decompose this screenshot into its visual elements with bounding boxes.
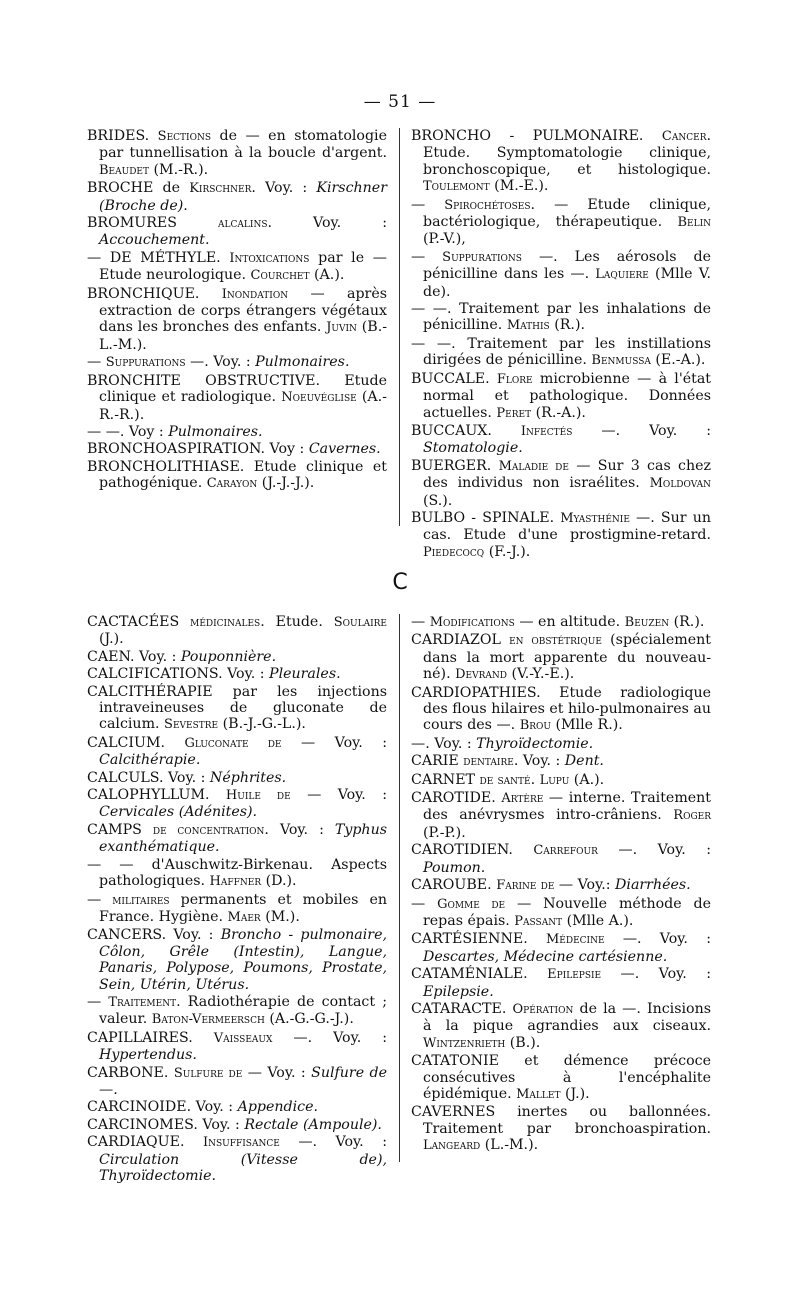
index-entry — [87, 822, 387, 856]
index-entry — [87, 1134, 387, 1184]
entry-text: CAROTIDIEN. — [411, 842, 534, 859]
entry-text: CAVERNES inertes ou ballonnées. Traitement par bronchoaspiration. — [411, 1104, 711, 1137]
entry-text: CAEN. Voy. : — [87, 648, 181, 665]
index-entry — [411, 614, 711, 631]
entry-text: . Voy. : — [513, 753, 565, 770]
entry-text: CARCINOMES. Voy. : — [87, 1116, 245, 1133]
entry-small-caps: Sulfure de — [173, 1065, 243, 1081]
entry-small-caps: Sevestre — [164, 717, 219, 733]
entry-text: (A.-R.-R.). — [99, 389, 387, 423]
entry-text: — Nouvelle méthode de repas épais. — [423, 895, 712, 929]
entry-small-caps: Infectés — [520, 423, 573, 439]
entry-small-caps: Mathis — [506, 318, 550, 334]
entry-italic: Dent. — [564, 753, 604, 770]
entry-text: BROMURES — [87, 215, 219, 232]
entry-small-caps: Beaudet — [99, 162, 149, 178]
index-entry — [411, 510, 711, 561]
entry-small-caps: Noeuvéglise — [281, 390, 357, 406]
entry-italic: Hypertendus. — [99, 1047, 197, 1064]
entry-text: . Etude. — [260, 614, 334, 630]
entry-small-caps: Juvin — [326, 320, 357, 336]
entry-text: BRIDES. — [87, 128, 158, 144]
entry-italic: Epilepsie. — [423, 983, 494, 1000]
entry-text: — Voy. : — [290, 787, 387, 804]
entry-small-caps: Laquiere — [595, 267, 649, 283]
entry-small-caps: alcalins — [218, 216, 268, 232]
index-entry — [411, 249, 711, 300]
entry-text: (P.-V.), — [423, 231, 466, 248]
column-divider-top — [399, 128, 400, 526]
entry-small-caps: Epilepsie — [547, 967, 602, 983]
entry-small-caps: Modifications — [429, 615, 515, 630]
entry-small-caps: Suppurations — [442, 249, 522, 265]
entry-italic: Rectale (Ampoule). — [244, 1116, 382, 1133]
column-divider-bottom — [399, 614, 400, 1162]
entry-text: CALOPHYLLUM. — [87, 787, 226, 804]
entry-text: CARTÉSIENNE. — [411, 931, 546, 948]
entry-text: (M.-R.). — [149, 161, 209, 178]
index-entry — [411, 753, 711, 770]
entry-text: —. Voy. : — [604, 931, 711, 948]
index-entry — [87, 666, 387, 682]
entry-text: CARCINOIDE. Voy. : — [87, 1099, 238, 1116]
entry-small-caps: Belin — [677, 215, 711, 231]
entry-text: (E.-A.). — [650, 352, 706, 369]
entry-small-caps: Intoxications — [229, 250, 310, 266]
entry-text: — — [411, 895, 438, 912]
entry-small-caps: Opération — [512, 1001, 574, 1017]
entry-small-caps: Flore — [496, 371, 533, 387]
index-entry — [87, 735, 387, 769]
entry-text: (J.). — [560, 1085, 590, 1102]
entry-text: permanents et mobiles en France. Hygiène. — [99, 891, 387, 925]
entry-text: de — en stomatologie par tunnellisation à la boucle d'argent. — [99, 128, 387, 162]
entry-text: BROCHE de — [87, 180, 190, 197]
entry-text: . Voy. : — [267, 215, 387, 232]
entry-text: (A.-G.-G.-J.). — [264, 1011, 354, 1028]
index-entry — [87, 684, 387, 734]
entry-text: CAROUBE. — [411, 877, 497, 894]
entry-small-caps: Wintzenrieth — [423, 1035, 506, 1051]
entry-text: —. Voy. : — [185, 354, 256, 371]
index-entry — [87, 614, 387, 648]
entry-italic: Thyroïdectomie. — [476, 735, 594, 752]
entry-text: CARIE — [411, 753, 464, 770]
entry-italic: Broncho - pulmonaire, Côlon, Grêle (Intestin), Langue, Panaris, Polypose, Poumons, Prostate, Sein, Utérin, Utérus. — [99, 927, 387, 993]
entry-text: — interne. Traitement des anévrysmes intro-crâniens. — [423, 790, 712, 824]
entry-text: —. Voy. : — [572, 422, 711, 439]
entry-text: (A.). — [309, 267, 345, 284]
entry-small-caps: Maer — [227, 909, 261, 925]
index-entry — [87, 787, 387, 821]
entry-text: (Mlle V. de). — [423, 266, 711, 300]
entry-text: BRONCHIQUE. — [87, 285, 222, 302]
column-bottom-left — [87, 614, 387, 1185]
index-entry — [87, 128, 387, 179]
entry-text: CARDIAZOL — [411, 632, 510, 649]
entry-small-caps: dentaire — [463, 754, 514, 770]
index-entry — [411, 1104, 711, 1154]
entry-text: CALCITHÉRAPIE par les injections intraveineuses de gluconate de calcium. — [87, 683, 387, 733]
entry-text: BULBO - SPINALE. — [411, 509, 561, 526]
entry-text: (L.-M.). — [480, 1137, 539, 1154]
entry-text: — en altitude. — [514, 614, 625, 630]
entry-italic: Typhus exanthématique. — [99, 821, 387, 856]
entry-text: CARNET — [411, 771, 480, 788]
entry-text: — DE MÉTHYLE. — [87, 249, 230, 266]
entry-text: — — [87, 354, 106, 371]
entry-italic: Pulmonaires. — [168, 423, 263, 440]
index-entry — [411, 931, 711, 965]
entry-text: CARDIAQUE. — [87, 1134, 203, 1151]
index-entry — [411, 336, 711, 370]
entry-text: —. Voy. : — [411, 735, 477, 752]
entry-small-caps: Médecine — [546, 932, 605, 948]
index-entry — [411, 128, 711, 196]
index-entry — [87, 1030, 387, 1064]
entry-text: (D.). — [261, 873, 297, 890]
index-entry — [411, 736, 711, 752]
index-entry — [87, 1099, 387, 1115]
entry-text: (Mlle R.). — [550, 717, 623, 734]
index-entry — [87, 459, 387, 493]
index-entry — [87, 857, 387, 891]
entry-text: CATAMÉNIALE. — [411, 966, 548, 983]
entry-text: CATARACTE. — [411, 1000, 513, 1017]
index-entry — [411, 877, 711, 894]
entry-small-caps: Gomme de — [437, 896, 506, 912]
entry-text: BUERGER. — [411, 457, 499, 474]
index-entry — [411, 772, 711, 789]
index-entry — [411, 685, 711, 735]
index-entry — [87, 649, 387, 665]
section-letter: C — [392, 570, 408, 595]
entry-italic: Pouponnière. — [180, 648, 277, 665]
entry-text: . Radiothérapie de contact ; valeur. — [99, 993, 388, 1028]
entry-small-caps: Toulemont — [423, 179, 490, 195]
entry-text: (F.-J.). — [484, 543, 531, 560]
entry-text: de la —. Incisions à la pique agrandies aux ciseaux. — [423, 1000, 711, 1035]
entry-small-caps: Inondation — [221, 286, 289, 302]
entry-small-caps: médicinales — [190, 615, 261, 630]
entry-text: . Etude. Symptomatologie clinique, bronchoscopique, et histologique. — [423, 128, 711, 178]
index-entry — [87, 1065, 387, 1099]
entry-text: BUCCAUX. — [411, 422, 521, 439]
entry-small-caps: Carayon — [206, 476, 258, 492]
index-entry — [87, 250, 387, 285]
entry-text: . — [530, 771, 540, 788]
index-entry — [87, 286, 387, 354]
entry-text: — — [411, 196, 445, 213]
entry-small-caps: Moldovan — [649, 476, 711, 492]
entry-italic: Pulmonaires. — [255, 354, 350, 371]
entry-text: — — d'Auschwitz-Birkenau. Aspects pathologiques. — [87, 856, 387, 890]
entry-small-caps: militaires — [112, 892, 170, 908]
entry-small-caps: Carrefour — [533, 843, 598, 859]
entry-small-caps: Baton-Vermeersch — [151, 1012, 265, 1028]
index-entry — [87, 1117, 387, 1133]
entry-small-caps: Farine de — [496, 878, 555, 894]
entry-text: — Voy. : — [242, 1064, 312, 1081]
entry-text: CAROTIDE. — [411, 790, 502, 807]
entry-text: BRONCHO - PULMONAIRE. — [411, 128, 662, 144]
index-entry — [87, 424, 387, 440]
entry-text: . Voy. : — [264, 821, 335, 838]
entry-text: CALCIFICATIONS. Voy. : — [87, 666, 270, 683]
entry-text: —. Voy. : — [597, 842, 712, 859]
entry-italic: Diarrhées. — [615, 877, 691, 894]
index-entry — [87, 927, 387, 993]
entry-text: —. Sur un cas. Etude d'une prostigmine-retard. — [423, 509, 712, 544]
entry-small-caps: Benmussa — [591, 353, 651, 369]
entry-small-caps: Roger — [673, 808, 711, 824]
index-entry — [411, 790, 711, 841]
index-entry — [411, 197, 711, 248]
entry-text: (B.-L.-M.). — [99, 319, 388, 353]
index-entry — [411, 423, 711, 457]
entry-text: — Sur 3 cas chez des individus non israélites. — [423, 457, 711, 492]
index-entry — [87, 373, 387, 423]
entry-text: —. Voy. : — [279, 1134, 387, 1151]
entry-text: par le — Etude neurologique. — [99, 249, 387, 284]
column-top-right — [411, 128, 711, 562]
entry-small-caps: Devrand — [455, 667, 507, 683]
entry-small-caps: Passant — [514, 913, 563, 929]
entry-text: . — Etude clinique, bactériologique, thérapeutique. — [423, 196, 711, 231]
entry-text: BRONCHOLITHIASE. Etude clinique et pathogénique. — [87, 458, 387, 492]
entry-text: — —. Traitement par les inhalations de pénicilline. — [411, 301, 711, 334]
entry-small-caps: en obstétrique — [509, 633, 602, 649]
entry-small-caps: Soulaire — [333, 615, 387, 630]
column-bottom-right — [411, 614, 711, 1156]
entry-italic: Kirschner (Broche de). — [99, 180, 387, 214]
entry-small-caps: Peret — [496, 405, 532, 421]
entry-italic: Descartes, Médecine cartésienne. — [423, 948, 668, 965]
entry-small-caps: Cancer — [661, 129, 707, 144]
entry-text: —. Voy. : — [601, 966, 711, 983]
entry-italic: Néphrites. — [209, 769, 287, 786]
entry-small-caps: Piedecocq — [423, 544, 485, 560]
entry-small-caps: Huile de — [225, 788, 291, 804]
entry-small-caps: Lupu — [539, 772, 570, 788]
index-entry — [411, 896, 711, 931]
entry-text: (J.-J.-J.). — [257, 475, 315, 492]
entry-italic: Cavernes. — [308, 441, 381, 458]
entry-text: (M.-E.). — [489, 178, 549, 195]
entry-small-caps: Courchet — [250, 268, 310, 284]
entry-small-caps: Brou — [519, 718, 551, 734]
entry-text: BRONCHOASPIRATION. Voy : — [87, 441, 309, 458]
entry-small-caps: Haffner — [209, 874, 262, 890]
page-number: — 51 — — [363, 92, 437, 112]
index-entry — [411, 1053, 711, 1103]
entry-text: — —. Voy : — [87, 423, 169, 440]
entry-small-caps: Suppurations — [105, 355, 186, 371]
entry-small-caps: Langeard — [423, 1138, 481, 1154]
entry-text: — —. Traitement par les instillations dirigées de pénicilline. — [411, 335, 711, 369]
entry-text: CAPILLAIRES. — [87, 1029, 214, 1046]
entry-text: CARDIOPATHIES. Etude radiologique des flous hilaires et hilo-pulmonaires au cours des —. — [411, 684, 711, 734]
entry-italic: Circulation (Vitesse de), Thyroïdectomie. — [99, 1151, 387, 1184]
entry-text: (spécialement dans la mort apparente du nouveau-né). — [423, 632, 711, 683]
entry-small-caps: Traitement — [108, 994, 177, 1010]
index-entry — [411, 371, 711, 422]
entry-small-caps: Vaisseaux — [213, 1030, 273, 1046]
entry-italic: Appendice. — [237, 1099, 318, 1116]
index-entry — [87, 354, 387, 371]
entry-small-caps: Gluconate de — [184, 735, 282, 751]
entry-text: BRONCHITE OBSTRUCTIVE. Etude clinique et radiologique. — [87, 372, 387, 406]
entry-small-caps: de santé — [479, 772, 531, 788]
index-entry — [411, 1001, 711, 1052]
entry-text: (B.). — [505, 1034, 541, 1051]
index-entry — [411, 458, 711, 509]
index-entry — [411, 301, 711, 335]
entry-text: — — [411, 248, 443, 265]
entry-text: CALCIUM. — [87, 734, 185, 751]
entry-italic: Pleurales. — [269, 666, 341, 683]
entry-text: (A.). — [569, 771, 605, 788]
entry-small-caps: Artère — [501, 791, 544, 807]
entry-text: — — [87, 993, 109, 1010]
entry-italic: Sulfure de —. — [99, 1064, 387, 1098]
entry-text: (R.). — [669, 614, 705, 630]
entry-italic: Calcithérapie. — [99, 752, 201, 769]
entry-text: (P.-P.). — [423, 824, 466, 841]
entry-small-caps: Mallet — [516, 1086, 561, 1102]
entry-italic: Cervicales (Adénites). — [99, 804, 258, 821]
entry-small-caps: de concentration — [152, 822, 265, 838]
entry-text: (S.). — [423, 492, 453, 509]
index-entry — [87, 215, 387, 249]
entry-small-caps: Myasthénie — [560, 510, 630, 526]
entry-text: CAMPS — [87, 821, 153, 838]
entry-text: CATATONIE et démence précoce consécutives à l'encéphalite épidémique. — [411, 1053, 711, 1102]
entry-text: — Voy. : — [281, 734, 388, 751]
index-entry — [87, 180, 387, 214]
entry-text: (V.-Y.-E.). — [506, 666, 575, 683]
entry-italic: Poumon. — [423, 859, 486, 876]
entry-text: —. Voy. : — [272, 1029, 388, 1046]
entry-text: microbienne — à l'état normal et pathologique. Données actuelles. — [423, 370, 712, 421]
index-entry — [411, 966, 711, 1000]
entry-text: (R.). — [549, 317, 585, 334]
entry-text: CARBONE. — [87, 1064, 174, 1081]
entry-text: — Voy.: — [554, 877, 616, 894]
entry-text: — après extraction de corps étrangers végétaux dans les bronches des enfants. — [99, 285, 387, 336]
entry-text: (J.). — [99, 631, 124, 648]
entry-italic: Stomatologie. — [423, 440, 523, 457]
index-entry — [87, 994, 387, 1029]
entry-small-caps: Beuzen — [624, 615, 670, 630]
entry-small-caps: Spirochétoses — [444, 197, 531, 213]
entry-text: CANCERS. Voy. : — [87, 927, 221, 944]
entry-small-caps: Kirschner — [189, 181, 252, 197]
entry-text: (R.-A.). — [531, 404, 586, 421]
entry-text: (B.-J.-G.-L.). — [218, 716, 306, 733]
entry-text: CALCULS. Voy. : — [87, 769, 210, 786]
entry-text: — — [87, 891, 113, 908]
entry-text: (M.). — [260, 908, 300, 925]
entry-text: — — [411, 614, 430, 630]
entry-small-caps: Insuffisance — [203, 1135, 280, 1151]
index-entry — [87, 770, 387, 786]
index-entry — [411, 632, 711, 683]
entry-small-caps: Sections — [157, 129, 212, 144]
entry-text: —. Les aérosols de pénicilline dans les —. — [423, 248, 711, 283]
entry-text: (Mlle A.). — [562, 912, 634, 929]
index-entry — [87, 441, 387, 457]
entry-text: BUCCALE. — [411, 370, 497, 387]
column-top-left — [87, 128, 387, 494]
entry-text: CACTACÉES — [87, 614, 191, 630]
entry-text: . Voy. : — [251, 180, 317, 197]
index-entry — [87, 892, 387, 927]
index-entry — [411, 842, 711, 876]
entry-small-caps: Maladie de — [498, 458, 569, 474]
entry-italic: Accouchement. — [99, 232, 210, 249]
